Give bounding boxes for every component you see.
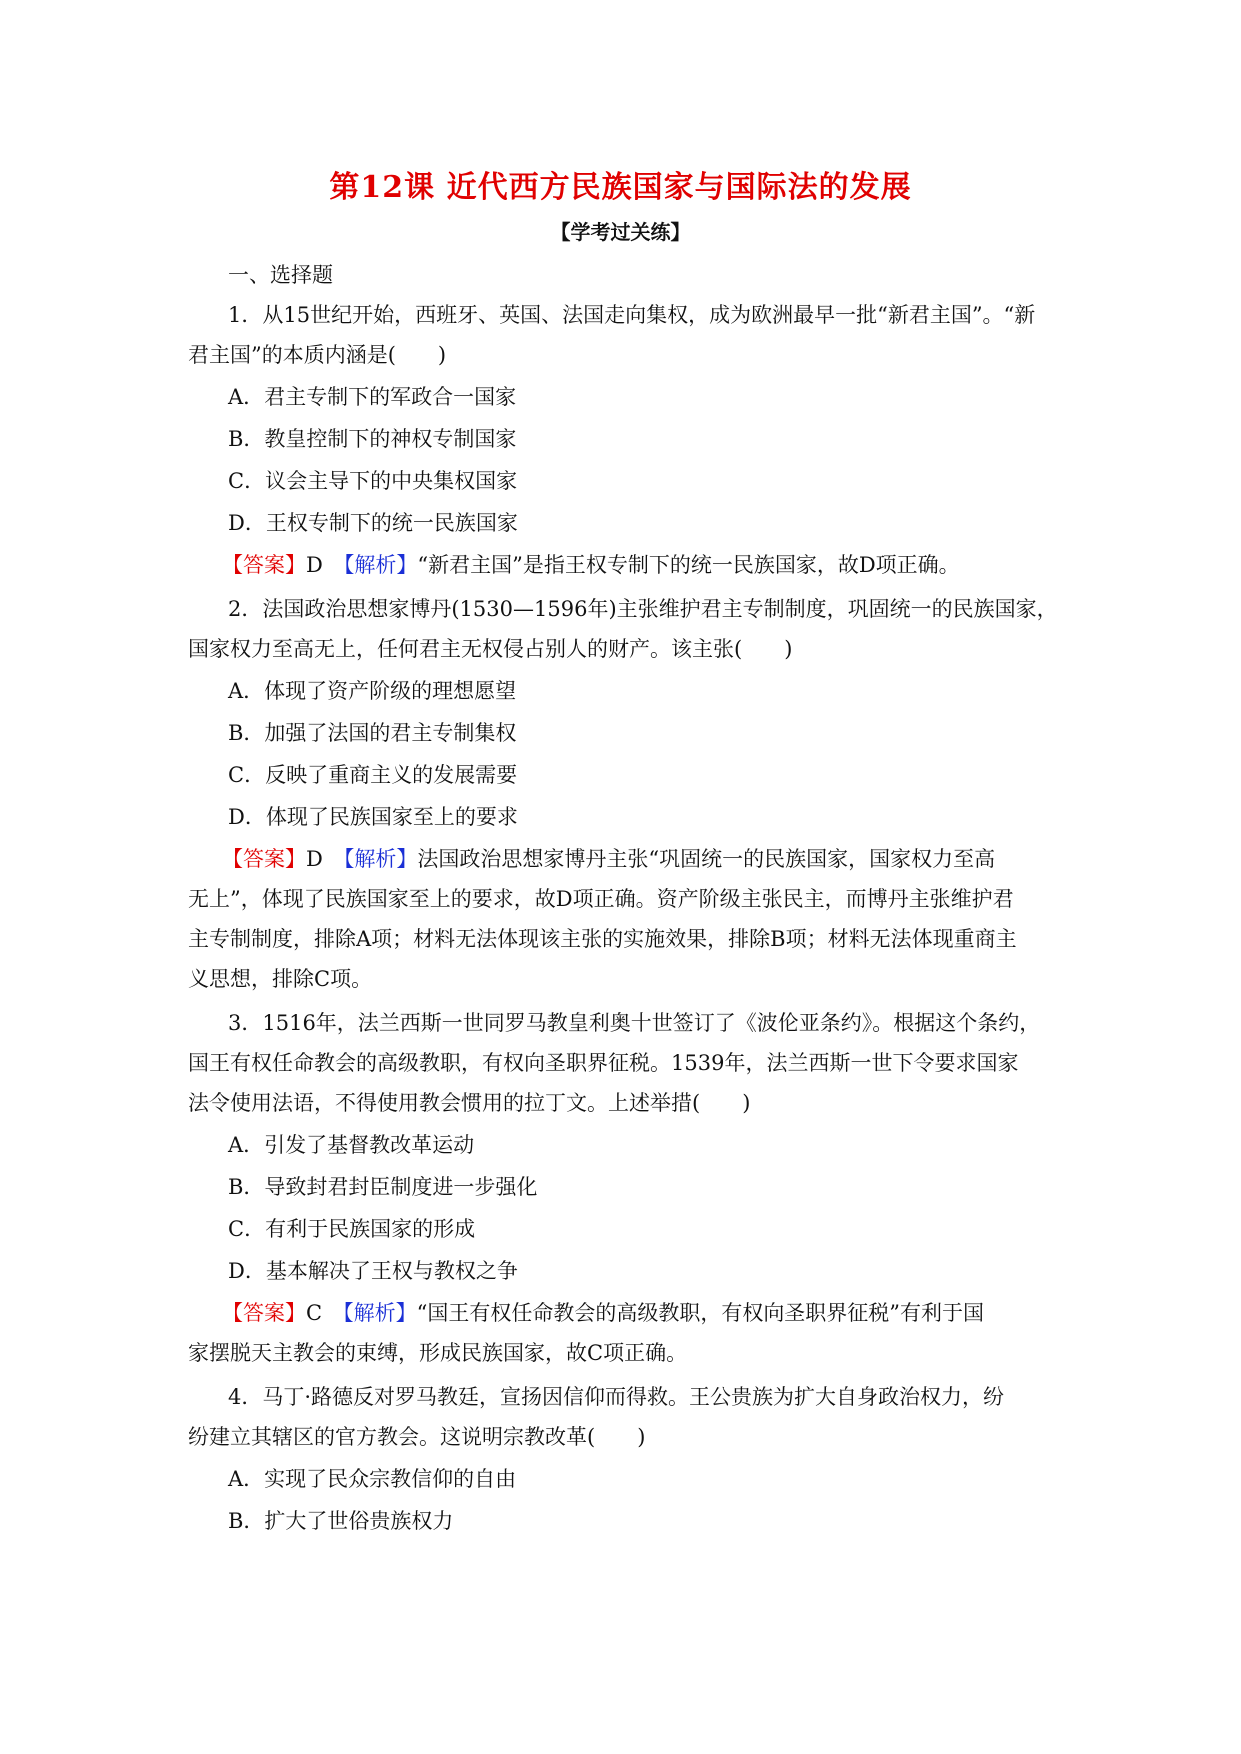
analysis-label: 【解析】 — [343, 1301, 417, 1325]
q1-answer-line — [222, 550, 960, 580]
q1-explanation: “新君主国”是指王权专制下的统一民族国家，故D项正确。 — [417, 553, 960, 577]
q2-explanation-line-4: 义思想，排除C项。 — [188, 967, 373, 991]
q3-stem-line-3: 法令使用法语，不得使用教会惯用的拉丁文。上述举措( ) — [188, 1091, 751, 1115]
q4-option-a: A．实现了民众宗教信仰的自由 — [228, 1467, 517, 1491]
q2-explanation-line-3: 主专制制度，排除A项；材料无法体现该主张的实施效果，排除B项；材料无法体现重商主 — [188, 927, 1017, 951]
answer-label: 【答案】 — [222, 553, 306, 577]
q1-option-d: D．王权专制下的统一民族国家 — [228, 511, 518, 535]
q2-option-d: D．体现了民族国家至上的要求 — [228, 805, 518, 829]
q3-option-c: C．有利于民族国家的形成 — [228, 1217, 476, 1241]
page-subtitle: 【学考过关练】 — [550, 220, 691, 244]
q2-explanation-line-1: 法国政治思想家博丹主张“巩固统一的民族国家，国家权力至高 — [417, 847, 996, 871]
answer-label: 【答案】 — [222, 1301, 306, 1325]
q2-option-b: B．加强了法国的君主专制集权 — [228, 721, 517, 745]
q4-stem-line-2: 纷建立其辖区的官方教会。这说明宗教改革( ) — [188, 1425, 646, 1449]
section-heading: 一、选择题 — [228, 263, 333, 287]
q2-explanation-line-2: 无上”，体现了民族国家至上的要求，故D项正确。资产阶级主张民主，而博丹主张维护君 — [188, 887, 1014, 911]
q1-option-a: A．君主专制下的军政合一国家 — [228, 385, 517, 409]
q3-explanation-line-2: 家摆脱天主教会的束缚，形成民族国家，故C项正确。 — [188, 1341, 688, 1365]
q3-option-d: D．基本解决了王权与教权之争 — [228, 1259, 518, 1283]
q3-answer: C — [306, 1301, 323, 1325]
q2-stem-line-1: 2．法国政治思想家博丹(1530—1596年)主张维护君主专制制度，巩固统一的民族国家， — [228, 597, 1058, 621]
q3-explanation-line-1: “国王有权任命教会的高级教职，有权向圣职界征税”有利于国 — [416, 1301, 985, 1325]
q2-answer: D — [306, 847, 323, 871]
page-title: 第12课 近代西方民族国家与国际法的发展 — [329, 170, 912, 205]
q2-answer-line — [222, 844, 995, 874]
q3-option-b: B．导致封君封臣制度进一步强化 — [228, 1175, 538, 1199]
q1-stem-line-1: 1．从15世纪开始，西班牙、英国、法国走向集权，成为欧洲最早一批“新君主国”。“新 — [228, 303, 1036, 327]
q4-stem-line-1: 4．马丁·路德反对罗马教廷，宣扬因信仰而得救。王公贵族为扩大自身政治权力，纷 — [228, 1385, 1005, 1409]
q1-answer: D — [306, 553, 323, 577]
q1-stem-line-2: 君主国”的本质内涵是( ) — [188, 343, 447, 367]
q3-answer-line — [222, 1298, 984, 1328]
analysis-label: 【解析】 — [343, 847, 418, 871]
q2-stem-line-2: 国家权力至高无上，任何君主无权侵占别人的财产。该主张( ) — [188, 637, 793, 661]
analysis-label: 【解析】 — [343, 553, 418, 577]
q1-option-c: C．议会主导下的中央集权国家 — [228, 469, 518, 493]
q1-option-b: B．教皇控制下的神权专制国家 — [228, 427, 517, 451]
q3-option-a: A．引发了基督教改革运动 — [228, 1133, 475, 1157]
q3-stem-line-2: 国王有权任命教会的高级教职，有权向圣职界征税。1539年，法兰西斯一世下令要求国家 — [188, 1051, 1019, 1075]
answer-label: 【答案】 — [222, 847, 306, 871]
q4-option-b: B．扩大了世俗贵族权力 — [228, 1509, 454, 1533]
q3-stem-line-1: 3．1516年，法兰西斯一世同罗马教皇利奥十世签订了《波伦亚条约》。根据这个条约， — [228, 1011, 1041, 1035]
q2-option-c: C．反映了重商主义的发展需要 — [228, 763, 518, 787]
q2-option-a: A．体现了资产阶级的理想愿望 — [228, 679, 517, 703]
